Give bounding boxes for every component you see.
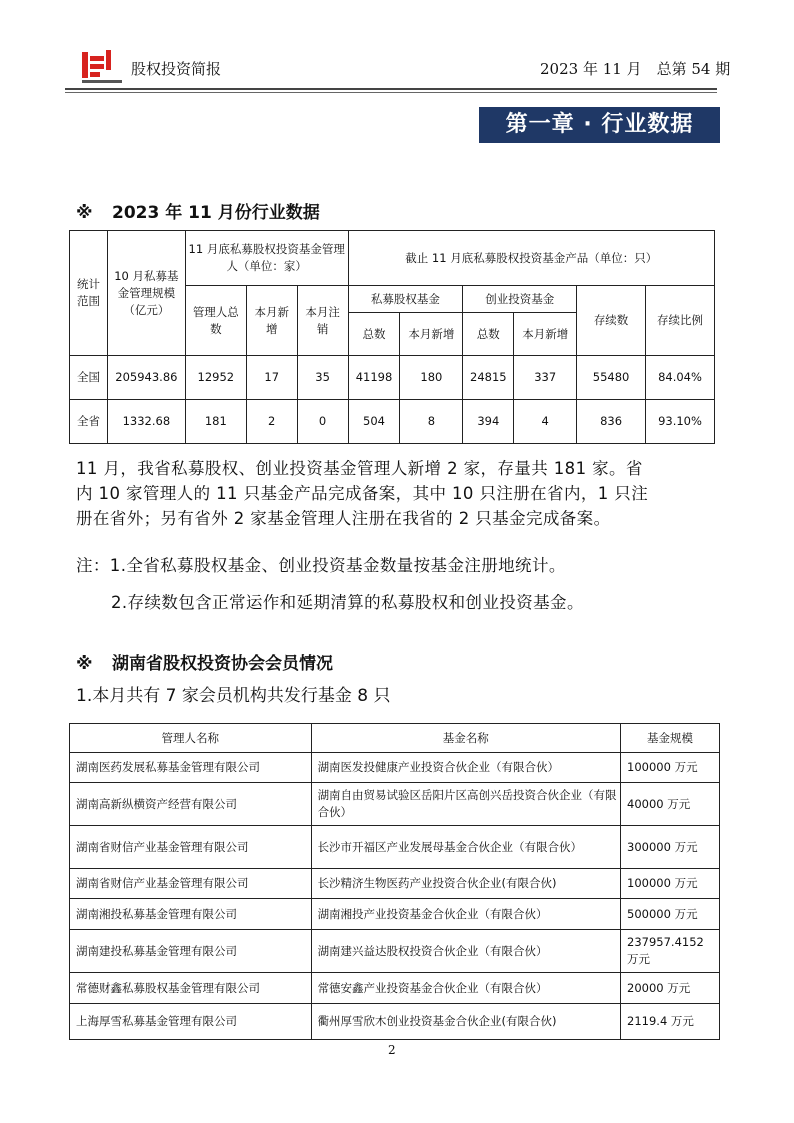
- header-ratio: 存续比例: [646, 286, 715, 356]
- cell-manager-name: 湖南湘投私募基金管理有限公司: [70, 899, 312, 930]
- cell-manager-name: 湖南医药发展私募基金管理有限公司: [70, 753, 312, 783]
- header-manager-total: 管理人总数: [185, 286, 246, 356]
- association-logo: [80, 48, 124, 86]
- header-fund-name: 基金名称: [311, 724, 620, 753]
- header-pe-total: 总数: [348, 313, 400, 356]
- cell-fund-scale: 100000 万元: [621, 869, 720, 899]
- industry-data-table: [69, 230, 715, 444]
- report-title: 股权投资简报: [131, 60, 222, 78]
- cell-scope: 全国: [70, 356, 108, 400]
- header-pe-fund: 私募股权基金: [348, 286, 463, 313]
- reference-mark: ※: [76, 203, 93, 223]
- chapter-banner: 第一章 · 行业数据: [479, 107, 720, 143]
- cell-manager-name: 湖南高新纵横资产经营有限公司: [70, 783, 312, 826]
- header-vc-total: 总数: [463, 313, 514, 356]
- cell-manager-cancel: 0: [297, 400, 348, 444]
- reference-mark: ※: [76, 654, 93, 674]
- cell-existing: 55480: [577, 356, 646, 400]
- header-vc-fund: 创业投资基金: [463, 286, 577, 313]
- cell-fund-scale: 2119.4 万元: [621, 1004, 720, 1040]
- header-divider: [65, 88, 717, 90]
- cell-manager-name: 湖南省财信产业基金管理有限公司: [70, 869, 312, 899]
- header-pe-new: 本月新增: [400, 313, 463, 356]
- cell-manager-total: 181: [185, 400, 246, 444]
- header-products: 截止 11 月底私募股权投资基金产品（单位：只）: [348, 231, 714, 286]
- header-divider-thin: [65, 92, 717, 93]
- issue-info: 2023 年 11 月 总第 54 期: [540, 60, 731, 78]
- header-scale: 10 月私募基金管理规模（亿元）: [107, 231, 185, 356]
- cell-fund-name: 长沙精济生物医药产业投资合伙企业(有限合伙): [311, 869, 620, 899]
- cell-fund-name: 湖南医发投健康产业投资合伙企业（有限合伙）: [311, 753, 620, 783]
- cell-fund-name: 湖南湘投产业投资基金合伙企业（有限合伙）: [311, 899, 620, 930]
- cell-pe-new: 8: [400, 400, 463, 444]
- summary-paragraph-line: 内 10 家管理人的 11 只基金产品完成备案，其中 10 只注册在省内，1 只注: [76, 484, 649, 503]
- cell-manager-name: 湖南建投私募基金管理有限公司: [70, 930, 312, 973]
- cell-vc-total: 24815: [463, 356, 514, 400]
- table-row: [70, 1004, 720, 1040]
- header-manager-name: 管理人名称: [70, 724, 312, 753]
- table-row: [70, 826, 720, 869]
- section-title-text: 湖南省股权投资协会会员情况: [112, 654, 333, 674]
- member-funds-table: [69, 723, 720, 1040]
- table-row: [70, 899, 720, 930]
- header-existing: 存续数: [577, 286, 646, 356]
- header-manager-cancel: 本月注销: [297, 286, 348, 356]
- cell-manager-name: 常德财鑫私募股权基金管理有限公司: [70, 973, 312, 1004]
- summary-paragraph-line: 11 月，我省私募股权、创业投资基金管理人新增 2 家，存量共 181 家。省: [76, 459, 643, 478]
- note-2: 2.存续数包含正常运作和延期清算的私募股权和创业投资基金。: [111, 593, 584, 612]
- cell-manager-name: 湖南省财信产业基金管理有限公司: [70, 826, 312, 869]
- cell-fund-scale: 100000 万元: [621, 753, 720, 783]
- table-row: [70, 930, 720, 973]
- cell-fund-name: 长沙市开福区产业发展母基金合伙企业（有限合伙）: [311, 826, 620, 869]
- cell-manager-new: 17: [246, 356, 297, 400]
- cell-existing: 836: [577, 400, 646, 444]
- cell-scale: 205943.86: [107, 356, 185, 400]
- cell-fund-scale: 20000 万元: [621, 973, 720, 1004]
- cell-pe-new: 180: [400, 356, 463, 400]
- cell-fund-name: 湖南建兴益达股权投资合伙企业（有限合伙）: [311, 930, 620, 973]
- cell-scope: 全省: [70, 400, 108, 444]
- cell-manager-cancel: 35: [297, 356, 348, 400]
- header-managers: 11 月底私募股权投资基金管理人（单位：家）: [185, 231, 348, 286]
- table-row: [70, 869, 720, 899]
- table-row: [70, 753, 720, 783]
- header-manager-new: 本月新增: [246, 286, 297, 356]
- cell-pe-total: 41198: [348, 356, 400, 400]
- cell-vc-new: 4: [514, 400, 577, 444]
- cell-fund-name: 衢州厚雪欣木创业投资基金合伙企业(有限合伙): [311, 1004, 620, 1040]
- note-1: 注：1.全省私募股权基金、创业投资基金数量按基金注册地统计。: [76, 556, 566, 575]
- cell-fund-name: 常德安鑫产业投资基金合伙企业（有限合伙）: [311, 973, 620, 1004]
- header-fund-scale: 基金规模: [621, 724, 720, 753]
- table-row: [70, 783, 720, 826]
- cell-fund-name: 湖南自由贸易试验区岳阳片区高创兴岳投资合伙企业（有限合伙）: [311, 783, 620, 826]
- page-number: 2: [388, 1043, 396, 1057]
- cell-scale: 1332.68: [107, 400, 185, 444]
- cell-pe-total: 504: [348, 400, 400, 444]
- cell-fund-scale: 300000 万元: [621, 826, 720, 869]
- cell-vc-new: 337: [514, 356, 577, 400]
- members-subtitle: 1.本月共有 7 家会员机构共发行基金 8 只: [76, 686, 391, 706]
- header-vc-new: 本月新增: [514, 313, 577, 356]
- section-members-title: [76, 649, 333, 674]
- cell-manager-name: 上海厚雪私募基金管理有限公司: [70, 1004, 312, 1040]
- section-industry-data-title: [76, 198, 320, 223]
- cell-vc-total: 394: [463, 400, 514, 444]
- table-row: [70, 973, 720, 1004]
- cell-manager-new: 2: [246, 400, 297, 444]
- cell-fund-scale: 237957.4152 万元: [621, 930, 720, 973]
- summary-paragraph-line: 册在省外；另有省外 2 家基金管理人注册在我省的 2 只基金完成备案。: [76, 509, 611, 528]
- section-title-text: 2023 年 11 月份行业数据: [112, 203, 320, 223]
- table-row: [70, 356, 715, 400]
- header-scope: 统计范围: [70, 231, 108, 356]
- cell-manager-total: 12952: [185, 356, 246, 400]
- cell-ratio: 84.04%: [646, 356, 715, 400]
- cell-fund-scale: 500000 万元: [621, 899, 720, 930]
- table-row: [70, 400, 715, 444]
- cell-ratio: 93.10%: [646, 400, 715, 444]
- cell-fund-scale: 40000 万元: [621, 783, 720, 826]
